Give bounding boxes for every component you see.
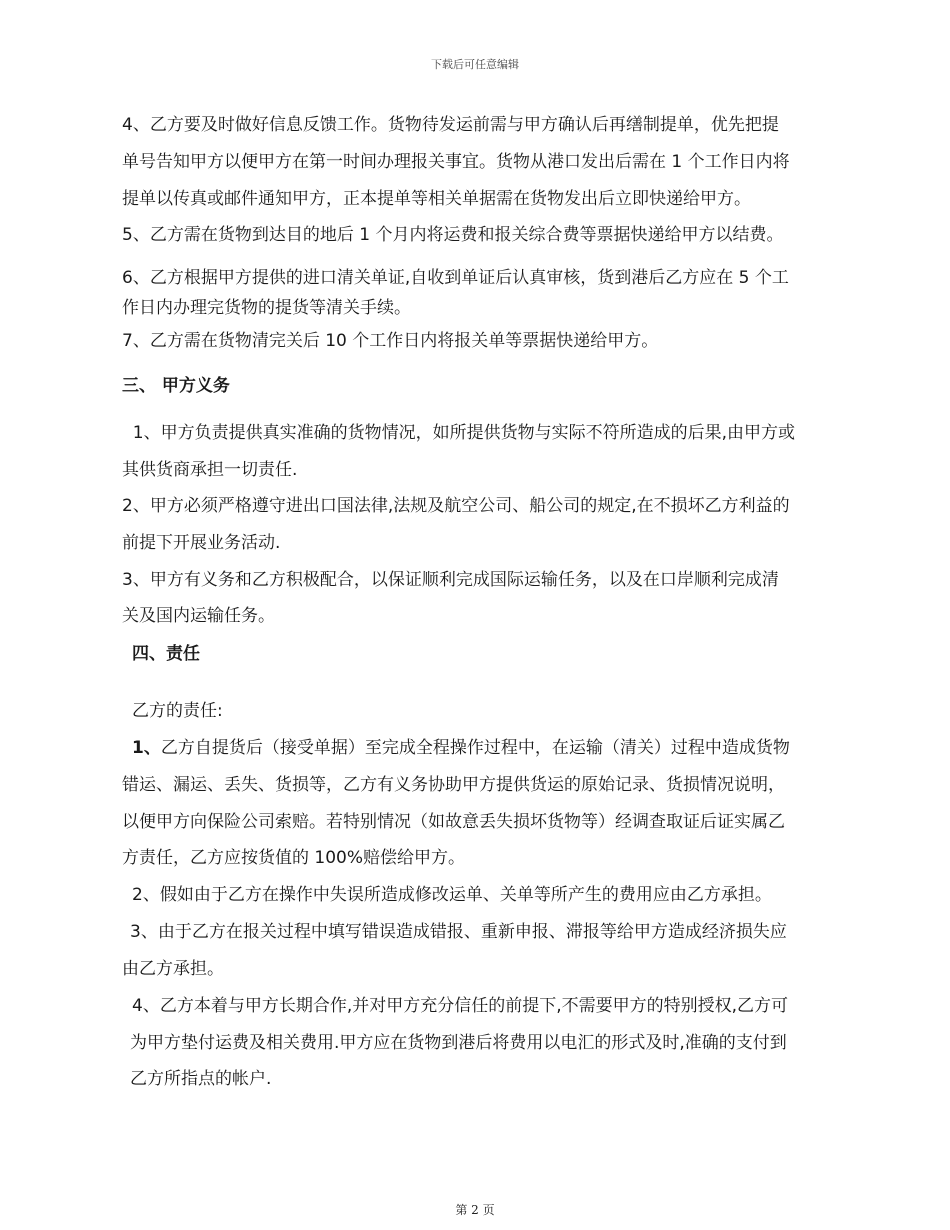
page-header: 下载后可任意编辑 bbox=[431, 58, 519, 71]
paragraph-line: 1、甲方负责提供真实准确的货物情况，如所提供货物与实际不符所造成的后果,由甲方或 bbox=[122, 423, 796, 443]
item-number: 1、 bbox=[132, 738, 161, 758]
paragraph-line: 关及国内运输任务。 bbox=[122, 606, 275, 626]
paragraph-line: 方责任，乙方应按货值的 100%赔偿给甲方。 bbox=[122, 848, 466, 868]
paragraph-line: 3、甲方有义务和乙方积极配合，以保证顺利完成国际运输任务，以及在口岸顺利完成清 bbox=[122, 570, 779, 590]
paragraph-line: 单号告知甲方以便甲方在第一时间办理报关事宜。货物从港口发出后需在 1 个工作日内将 bbox=[122, 152, 790, 172]
paragraph-line: 由乙方承担。 bbox=[122, 959, 224, 979]
paragraph-line: 乙方的责任: bbox=[132, 701, 223, 721]
paragraph-line: 2、甲方必须严格遵守进出口国法律,法规及航空公司、船公司的规定,在不损坏乙方利益的 bbox=[122, 496, 790, 516]
paragraph-line: 前提下开展业务活动. bbox=[122, 533, 281, 553]
paragraph-line: 4、乙方要及时做好信息反馈工作。货物待发运前需与甲方确认后再缮制提单，优先把提 bbox=[122, 115, 779, 135]
page-footer: 第 2 页 bbox=[455, 1203, 495, 1217]
paragraph-line: 3、由于乙方在报关过程中填写错误造成错报、重新申报、滞报等给甲方造成经济损失应 bbox=[130, 922, 787, 942]
paragraph-line: 6、乙方根据甲方提供的进口清关单证,自收到单证后认真审核，货到港后乙方应在 5 个工 bbox=[122, 268, 789, 288]
section-heading: 四、责任 bbox=[132, 644, 200, 664]
paragraph-line: 5、乙方需在货物到达目的地后 1 个月内将运费和报关综合费等票据快递给甲方以结费。 bbox=[122, 225, 784, 245]
paragraph-line: 4、乙方本着与甲方长期合作,并对甲方充分信任的前提下,不需要甲方的特别授权,乙方可 bbox=[132, 996, 789, 1016]
paragraph-line: 提单以传真或邮件通知甲方，正本提单等相关单据需在货物发出后立即快递给甲方。 bbox=[122, 189, 751, 209]
paragraph-line: 其供货商承担一切责任. bbox=[122, 460, 298, 480]
paragraph-line: 7、乙方需在货物清完关后 10 个工作日内将报关单等票据快递给甲方。 bbox=[122, 331, 659, 351]
paragraph-line: 作日内办理完货物的提货等清关手续。 bbox=[122, 298, 411, 318]
paragraph-line: 为甲方垫付运费及相关费用.甲方应在货物到港后将费用以电汇的形式及时,准确的支付到 bbox=[130, 1033, 787, 1053]
section-heading: 三、 甲方义务 bbox=[122, 376, 230, 396]
item-text: 乙方自提货后（接受单据）至完成全程操作过程中，在运输（清关）过程中造成货物 bbox=[160, 738, 790, 758]
paragraph-line bbox=[132, 737, 790, 759]
paragraph-line: 错运、漏运、丢失、货损等，乙方有义务协助甲方提供货运的原始记录、货损情况说明， bbox=[122, 775, 785, 795]
paragraph-line: 乙方所指点的帐户. bbox=[130, 1069, 272, 1089]
paragraph-line: 以便甲方向保险公司索赔。若特别情况（如故意丢失损坏货物等）经调查取证后证实属乙 bbox=[122, 812, 785, 832]
paragraph-line: 2、假如由于乙方在操作中失误所造成修改运单、关单等所产生的费用应由乙方承担。 bbox=[132, 885, 772, 905]
